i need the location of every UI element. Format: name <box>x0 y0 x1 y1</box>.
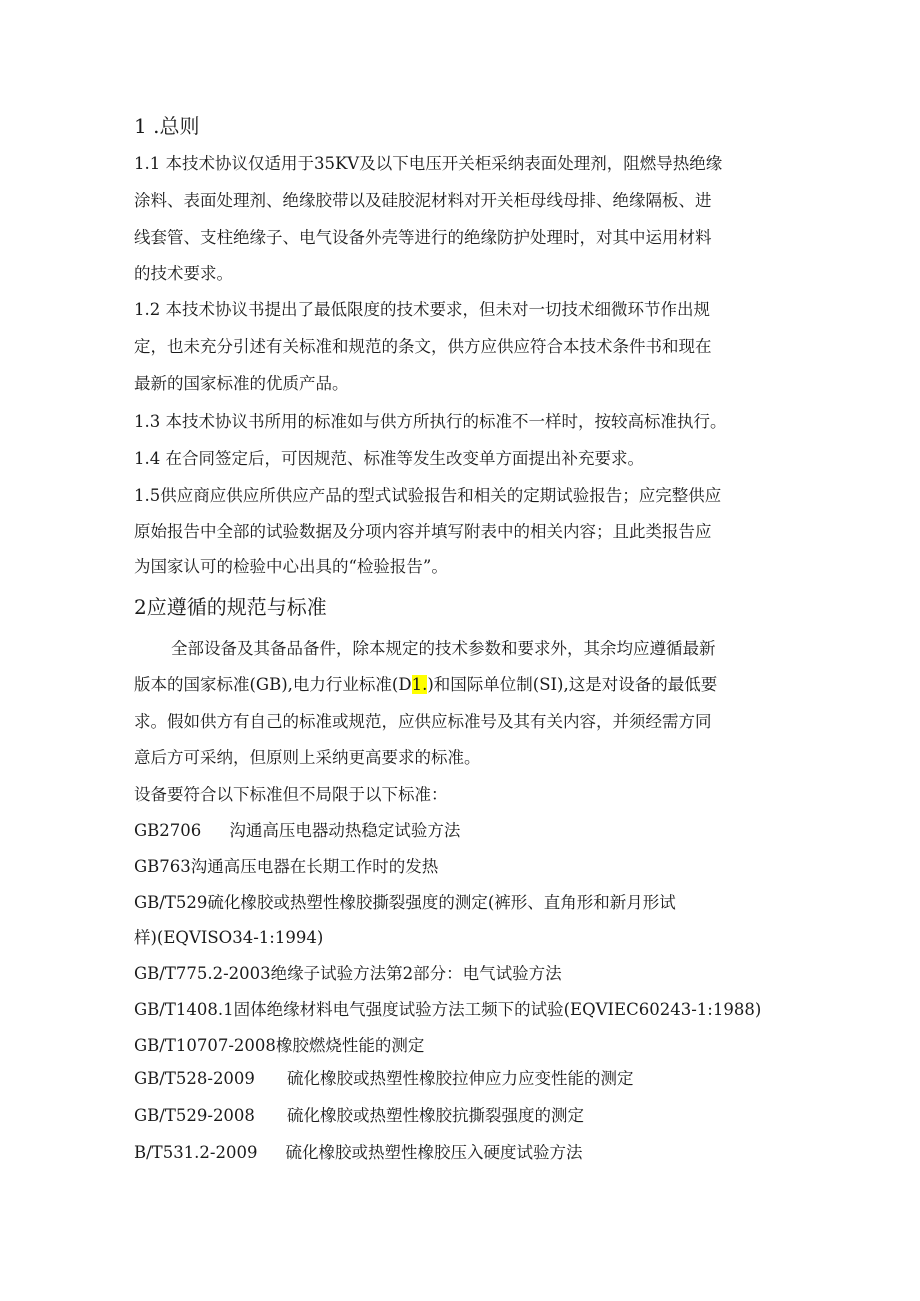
standard-item <box>134 1104 584 1128</box>
clause-1-2-line-2: 定，也未充分引述有关标准和规范的条文，供方应供应符合本技术条件书和现在 <box>134 337 712 356</box>
para-line-2-before: 版本的国家标准(GB),电力行业标准(D <box>134 675 412 694</box>
clause-1-1-line-2: 涂料、表面处理剂、绝缘胶带以及硅胶泥材料对开关柜母线母排、绝缘隔板、进 <box>134 191 712 210</box>
standard-item: GB/T775.2-2003绝缘子试验方法第2部分：电气试验方法 <box>134 964 562 983</box>
standard-code: GB/T529-2008 <box>134 1106 255 1125</box>
clause-1-5-line-1: 1.5供应商应供应所供应产品的型式试验报告和相关的定期试验报告；应完整供应 <box>134 486 722 505</box>
clause-1-1-line-1: 1.1 本技术协议仅适用于35KV及以下电压开关柜采纳表面处理剂，阻燃导热绝缘 <box>134 154 723 173</box>
standard-code: GB2706 <box>134 821 202 840</box>
standard-item <box>134 1067 633 1091</box>
standard-code: GB/T528-2009 <box>134 1069 255 1088</box>
para-line-2-after: )和国际单位制(SI),这是对设备的最低要 <box>427 675 718 694</box>
section-2-para-line-3: 求。假如供方有自己的标准或规范，应供应标准号及其有关内容，并须经需方同 <box>134 712 712 731</box>
highlighted-text: 1. <box>411 675 428 694</box>
clause-1-4: 1.4 在合同签定后，可因规范、标准等发生改变单方面提出补充要求。 <box>134 449 644 468</box>
section-2-heading: 2应遵循的规范与标准 <box>134 595 327 619</box>
standard-item <box>134 819 460 843</box>
standard-item: GB763沟通高压电器在长期工作时的发热 <box>134 857 439 876</box>
standard-item: GB/T10707-2008橡胶燃烧性能的测定 <box>134 1036 425 1055</box>
standard-item-line-2: 样)(EQVISO34-1:1994) <box>134 928 324 947</box>
clause-1-2-line-3: 最新的国家标准的优质产品。 <box>134 374 349 393</box>
section-2-para-line-1: 全部设备及其备品备件，除本规定的技术参数和要求外，其余均应遵循最新 <box>171 639 716 658</box>
clause-1-1-line-4: 的技术要求。 <box>134 264 233 283</box>
section-2-para-line-4: 意后方可采纳，但原则上采纳更高要求的标准。 <box>134 748 481 767</box>
clause-1-3: 1.3 本技术协议书所用的标准如与供方所执行的标准不一样时，按较高标准执行。 <box>134 412 727 431</box>
section-1-heading: 1 .总则 <box>134 114 200 138</box>
clause-1-1-line-3: 线套管、支柱绝缘子、电气设备外壳等进行的绝缘防护处理时，对其中运用材料 <box>134 228 712 247</box>
standard-title: 硫化橡胶或热塑性橡胶压入硬度试验方法 <box>285 1143 583 1162</box>
clause-1-5-line-2: 原始报告中全部的试验数据及分项内容并填写附表中的相关内容；且此类报告应 <box>134 522 712 541</box>
standard-item <box>134 1141 583 1165</box>
standard-title: 沟通高压电器动热稳定试验方法 <box>229 821 461 840</box>
clause-1-5-line-3: 为国家认可的检验中心出具的“检验报告”。 <box>134 557 448 576</box>
standard-code: B/T531.2-2009 <box>134 1143 258 1162</box>
standard-item: GB/T1408.1固体绝缘材料电气强度试验方法工频下的试验(EQVIEC60243-1:1988) <box>134 1000 762 1019</box>
standard-item-line-1: GB/T529硫化橡胶或热塑性橡胶撕裂强度的测定(裤形、直角形和新月形试 <box>134 893 676 912</box>
standard-title: 硫化橡胶或热塑性橡胶抗撕裂强度的测定 <box>286 1106 584 1125</box>
standard-title: 硫化橡胶或热塑性橡胶拉伸应力应变性能的测定 <box>286 1069 634 1088</box>
section-2-para-line-2 <box>134 673 717 697</box>
standards-intro: 设备要符合以下标准但不局限于以下标准： <box>134 785 448 804</box>
clause-1-2-line-1: 1.2 本技术协议书提出了最低限度的技术要求，但未对一切技术细微环节作出规 <box>134 300 710 319</box>
